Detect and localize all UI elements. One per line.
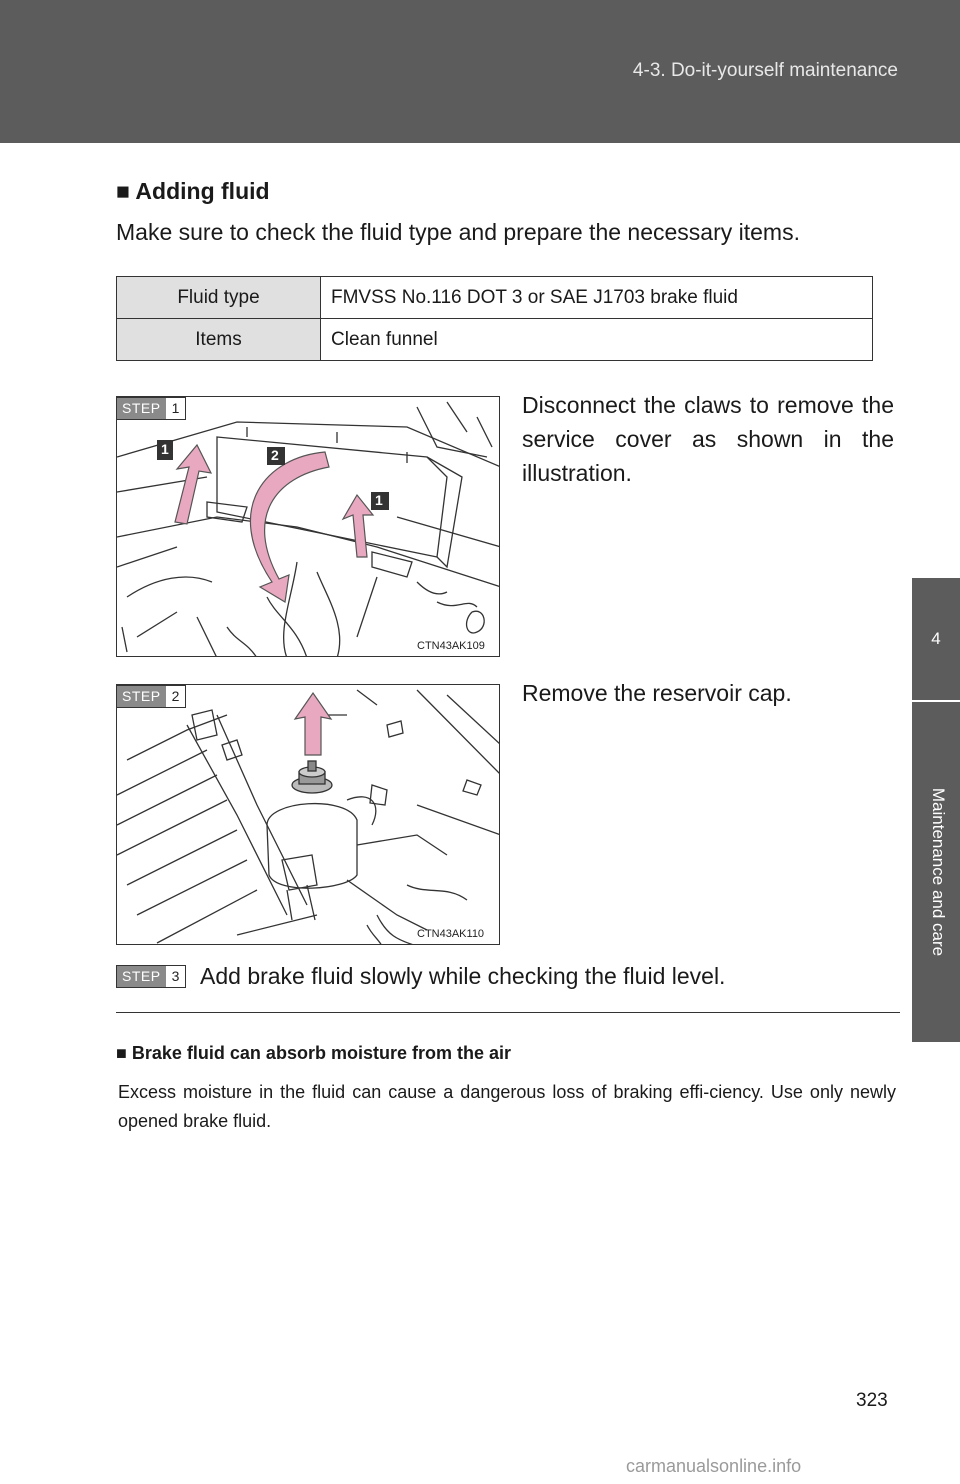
step-number: 2 [171, 688, 180, 704]
section-label: 4-3. Do-it-yourself maintenance [632, 60, 898, 81]
step-tag: STEP [117, 966, 166, 987]
service-cover-drawing [117, 397, 500, 657]
step1-text: Disconnect the claws to remove the service cover as shown in the illustration. [522, 392, 894, 486]
chapter-tab-number[interactable]: 4 [912, 578, 960, 700]
table-row [117, 319, 873, 361]
callout-2: 2 [271, 447, 279, 463]
intro-text: Make sure to check the fluid type and prepare the necessary items. [116, 219, 800, 245]
step2-illustration [116, 684, 500, 945]
table-label: Fluid type [117, 277, 321, 319]
chapter-tab-label: Maintenance and care [929, 787, 948, 957]
note-heading-text: Brake fluid can absorb moisture from the air [131, 1043, 511, 1063]
table-label: Items [117, 319, 321, 361]
section-heading: ■ Adding fluid [116, 178, 270, 204]
fluid-table [116, 276, 873, 361]
figure-code: CTN43AK109 [417, 640, 485, 652]
step-number: 3 [171, 968, 180, 984]
table-value: Clean funnel [321, 319, 873, 361]
note-body: Excess moisture in the fluid can cause a dangerous loss of braking effi-ciency. Use only newly opened brake fluid. [118, 1082, 896, 1131]
callout-1a: 1 [161, 441, 169, 457]
table-row [117, 277, 873, 319]
step-tag: STEP [117, 398, 166, 419]
step-badge [116, 685, 186, 708]
divider [116, 1012, 900, 1013]
step-tag: STEP [117, 686, 166, 707]
step1-illustration [116, 396, 500, 657]
note-heading [116, 1043, 511, 1064]
step2-text: Remove the reservoir cap. [522, 680, 792, 706]
step-number: 1 [171, 400, 180, 416]
note-marker: ■ [116, 1043, 127, 1063]
step-badge [116, 965, 186, 988]
table-value: FMVSS No.116 DOT 3 or SAE J1703 brake fluid [321, 277, 873, 319]
step-badge [116, 397, 186, 420]
figure-code: CTN43AK110 [417, 928, 485, 940]
page-number: 323 [856, 1390, 888, 1411]
watermark[interactable]: carmanualsonline.info [626, 1456, 802, 1476]
callout-1b: 1 [375, 492, 383, 508]
reservoir-drawing [117, 685, 500, 945]
step3-text: Add brake fluid slowly while checking the fluid level. [200, 963, 726, 989]
